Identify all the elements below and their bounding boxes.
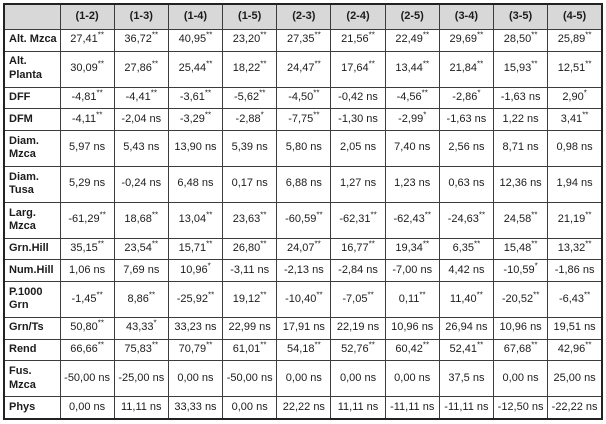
significance-asterisks: **: [533, 289, 540, 299]
value-cell: 24,58**: [494, 202, 548, 238]
significance-asterisks: **: [314, 30, 321, 40]
value-cell: -2,04 ns: [114, 109, 168, 131]
value-cell: 15,48**: [494, 238, 548, 260]
value-cell: 15,71**: [168, 238, 222, 260]
significance-asterisks: **: [585, 210, 592, 220]
value-cell: 12,51**: [548, 51, 602, 87]
value-cell: -50,00 ns: [223, 361, 277, 397]
value-cell: -1,63 ns: [494, 87, 548, 109]
value-cell: 30,09**: [60, 51, 114, 87]
value-cell: -4,50**: [277, 87, 331, 109]
column-header-3-4: (3-4): [439, 4, 493, 30]
value-cell: -7,75**: [277, 109, 331, 131]
value-cell: -4,41**: [114, 87, 168, 109]
value-cell: 26,94 ns: [439, 317, 493, 339]
value-cell: 7,69 ns: [114, 260, 168, 282]
table-row: [4, 397, 602, 419]
significance-asterisks: **: [316, 289, 323, 299]
value-cell: 37,5 ns: [439, 361, 493, 397]
pairwise-comparison-table: [3, 3, 603, 420]
significance-asterisks: **: [151, 59, 159, 69]
significance-asterisks: **: [206, 59, 213, 69]
row-label: DFM: [4, 109, 60, 131]
value-cell: 19,51 ns: [548, 317, 602, 339]
value-cell: 11,11 ns: [114, 397, 168, 419]
value-cell: 0,00 ns: [223, 397, 277, 419]
value-cell: 35,15**: [60, 238, 114, 260]
row-label: Grn.Hill: [4, 238, 60, 260]
significance-asterisks: **: [582, 110, 589, 119]
table-row: [4, 166, 602, 202]
value-cell: 10,96*: [168, 260, 222, 282]
significance-asterisks: **: [260, 289, 267, 299]
significance-asterisks: **: [419, 289, 426, 299]
value-cell: -5,62**: [223, 87, 277, 109]
significance-asterisks: **: [148, 289, 156, 299]
significance-asterisks: **: [368, 59, 375, 69]
significance-asterisks: **: [531, 239, 538, 249]
value-cell: 19,12**: [223, 282, 277, 318]
value-cell: 33,23 ns: [168, 317, 222, 339]
value-cell: -2,84 ns: [331, 260, 385, 282]
table-header: [4, 4, 602, 30]
table-row: [4, 238, 602, 260]
value-cell: 21,84**: [439, 51, 493, 87]
value-cell: 27,41**: [60, 30, 114, 52]
column-header-3-5: (3-5): [494, 4, 548, 30]
value-cell: -12,50 ns: [494, 397, 548, 419]
value-cell: 13,44**: [385, 51, 439, 87]
significance-asterisks: **: [204, 88, 212, 98]
significance-asterisks: **: [206, 210, 213, 220]
value-cell: 5,43 ns: [114, 130, 168, 166]
value-cell: -7,00 ns: [385, 260, 439, 282]
significance-asterisks: **: [97, 239, 104, 249]
value-cell: 16,77**: [331, 238, 385, 260]
value-cell: 42,96**: [548, 339, 602, 361]
value-cell: 0,00 ns: [494, 361, 548, 397]
column-header-1-3: (1-3): [114, 4, 168, 30]
value-cell: -11,11 ns: [439, 397, 493, 419]
value-cell: 17,64**: [331, 51, 385, 87]
significance-asterisks: *: [423, 110, 427, 119]
value-cell: -1,63 ns: [439, 109, 493, 131]
value-cell: 52,41**: [439, 339, 493, 361]
value-cell: -10,59*: [494, 260, 548, 282]
value-cell: 17,91 ns: [277, 317, 331, 339]
significance-asterisks: *: [153, 318, 157, 328]
value-cell: 6,48 ns: [168, 166, 222, 202]
significance-asterisks: **: [477, 30, 484, 40]
value-cell: 5,97 ns: [60, 130, 114, 166]
table-row: [4, 282, 602, 318]
significance-asterisks: **: [99, 210, 106, 220]
significance-asterisks: **: [476, 289, 483, 299]
column-header-2-5: (2-5): [385, 4, 439, 30]
significance-asterisks: **: [97, 30, 104, 40]
significance-asterisks: *: [477, 88, 481, 98]
value-cell: 0,11**: [385, 282, 439, 318]
significance-asterisks: **: [531, 210, 538, 220]
significance-asterisks: **: [96, 289, 103, 299]
value-cell: 21,56**: [331, 30, 385, 52]
value-cell: 2,56 ns: [439, 130, 493, 166]
column-header-1-4: (1-4): [168, 4, 222, 30]
significance-asterisks: **: [260, 239, 267, 249]
value-cell: 13,04**: [168, 202, 222, 238]
value-cell: 0,00 ns: [331, 361, 385, 397]
value-cell: 60,42**: [385, 339, 439, 361]
value-cell: -1,86 ns: [548, 260, 602, 282]
significance-asterisks: **: [584, 289, 591, 299]
significance-asterisks: **: [151, 30, 159, 40]
row-label: Fus. Mzca: [4, 361, 60, 397]
significance-asterisks: **: [260, 59, 267, 69]
value-cell: -4,56**: [385, 87, 439, 109]
table-body: [4, 30, 602, 420]
value-cell: 67,68**: [494, 339, 548, 361]
value-cell: -1,30 ns: [331, 109, 385, 131]
significance-asterisks: **: [207, 289, 215, 299]
significance-asterisks: **: [96, 110, 103, 119]
value-cell: 13,32**: [548, 238, 602, 260]
value-cell: -2,13 ns: [277, 260, 331, 282]
row-label: Phys: [4, 397, 60, 419]
significance-asterisks: **: [314, 340, 321, 350]
significance-asterisks: **: [422, 30, 430, 40]
value-cell: 24,07**: [277, 238, 331, 260]
significance-asterisks: **: [478, 210, 486, 220]
value-cell: 0,00 ns: [385, 361, 439, 397]
value-cell: 8,71 ns: [494, 130, 548, 166]
significance-asterisks: *: [207, 261, 211, 271]
value-cell: 3,41**: [548, 109, 602, 131]
significance-asterisks: **: [424, 210, 431, 220]
significance-asterisks: *: [534, 261, 538, 271]
significance-asterisks: **: [531, 59, 538, 69]
row-label: Num.Hill: [4, 260, 60, 282]
table-row: [4, 51, 602, 87]
table-row: [4, 260, 602, 282]
significance-asterisks: **: [96, 88, 103, 98]
significance-asterisks: **: [204, 110, 212, 119]
value-cell: 1,27 ns: [331, 166, 385, 202]
value-cell: -2,99*: [385, 109, 439, 131]
significance-asterisks: **: [367, 289, 374, 299]
row-label: Alt. Mzca: [4, 30, 60, 52]
significance-asterisks: **: [97, 59, 104, 69]
value-cell: 36,72**: [114, 30, 168, 52]
table-row: [4, 202, 602, 238]
value-cell: -3,61**: [168, 87, 222, 109]
value-cell: 23,20**: [223, 30, 277, 52]
value-cell: 0,00 ns: [60, 397, 114, 419]
value-cell: 22,99 ns: [223, 317, 277, 339]
value-cell: -6,43**: [548, 282, 602, 318]
significance-asterisks: **: [206, 30, 213, 40]
value-cell: 18,68**: [114, 202, 168, 238]
significance-asterisks: **: [477, 340, 484, 350]
value-cell: 43,33*: [114, 317, 168, 339]
significance-asterisks: **: [422, 239, 430, 249]
significance-asterisks: **: [421, 88, 428, 98]
value-cell: -62,31**: [331, 202, 385, 238]
value-cell: -1,45**: [60, 282, 114, 318]
significance-asterisks: **: [316, 210, 323, 220]
value-cell: -4,11**: [60, 109, 114, 131]
significance-asterisks: **: [260, 210, 267, 220]
row-label: Grn/Ts: [4, 317, 60, 339]
value-cell: 22,19 ns: [331, 317, 385, 339]
value-cell: 7,40 ns: [385, 130, 439, 166]
value-cell: 26,80**: [223, 238, 277, 260]
table-row: [4, 130, 602, 166]
value-cell: -61,29**: [60, 202, 114, 238]
value-cell: 0,17 ns: [223, 166, 277, 202]
value-cell: -4,81**: [60, 87, 114, 109]
row-label: Diam. Tusa: [4, 166, 60, 202]
value-cell: 0,63 ns: [439, 166, 493, 202]
value-cell: 70,79**: [168, 339, 222, 361]
value-cell: 10,96 ns: [385, 317, 439, 339]
significance-asterisks: **: [368, 30, 375, 40]
column-header-2-4: (2-4): [331, 4, 385, 30]
value-cell: 5,80 ns: [277, 130, 331, 166]
significance-asterisks: **: [97, 318, 104, 328]
significance-asterisks: **: [259, 88, 266, 98]
value-cell: 11,40**: [439, 282, 493, 318]
column-header-2-3: (2-3): [277, 4, 331, 30]
value-cell: -62,43**: [385, 202, 439, 238]
value-cell: -0,24 ns: [114, 166, 168, 202]
column-header-1-2: (1-2): [60, 4, 114, 30]
significance-asterisks: **: [477, 59, 484, 69]
column-header-1-5: (1-5): [223, 4, 277, 30]
value-cell: 1,06 ns: [60, 260, 114, 282]
significance-asterisks: **: [313, 88, 320, 98]
row-label: P.1000 Grn: [4, 282, 60, 318]
value-cell: -11,11 ns: [385, 397, 439, 419]
significance-asterisks: **: [313, 110, 320, 119]
value-cell: -7,05**: [331, 282, 385, 318]
significance-asterisks: **: [314, 59, 321, 69]
value-cell: -25,92**: [168, 282, 222, 318]
value-cell: 6,88 ns: [277, 166, 331, 202]
significance-asterisks: **: [260, 30, 267, 40]
significance-asterisks: *: [583, 88, 587, 98]
value-cell: -22,22 ns: [548, 397, 602, 419]
significance-asterisks: **: [422, 340, 430, 350]
significance-asterisks: **: [585, 340, 592, 350]
value-cell: 24,47**: [277, 51, 331, 87]
value-cell: -24,63**: [439, 202, 493, 238]
value-cell: 11,11 ns: [331, 397, 385, 419]
value-cell: 27,35**: [277, 30, 331, 52]
significance-asterisks: **: [314, 239, 321, 249]
header-row: [4, 4, 602, 30]
significance-asterisks: **: [531, 30, 538, 40]
row-label: Alt. Planta: [4, 51, 60, 87]
value-cell: -20,52**: [494, 282, 548, 318]
column-header-4-5: (4-5): [548, 4, 602, 30]
significance-asterisks: **: [97, 340, 104, 350]
value-cell: 22,49**: [385, 30, 439, 52]
value-cell: 8,86**: [114, 282, 168, 318]
value-cell: -0,42 ns: [331, 87, 385, 109]
value-cell: 2,05 ns: [331, 130, 385, 166]
significance-asterisks: **: [206, 239, 213, 249]
significance-asterisks: **: [474, 239, 481, 249]
table-row: [4, 30, 602, 52]
significance-asterisks: **: [531, 340, 538, 350]
value-cell: 2,90*: [548, 87, 602, 109]
value-cell: 21,19**: [548, 202, 602, 238]
value-cell: 10,96 ns: [494, 317, 548, 339]
value-cell: 1,23 ns: [385, 166, 439, 202]
value-cell: 23,63**: [223, 202, 277, 238]
value-cell: 50,80**: [60, 317, 114, 339]
value-cell: -3,11 ns: [223, 260, 277, 282]
row-label: Diam. Mzca: [4, 130, 60, 166]
value-cell: -10,40**: [277, 282, 331, 318]
value-cell: 25,89**: [548, 30, 602, 52]
significance-asterisks: **: [585, 239, 592, 249]
row-label: DFF: [4, 87, 60, 109]
significance-asterisks: **: [370, 210, 377, 220]
table-row: [4, 361, 602, 397]
value-cell: 13,90 ns: [168, 130, 222, 166]
value-cell: 0,00 ns: [168, 361, 222, 397]
value-cell: -3,29**: [168, 109, 222, 131]
value-cell: 66,66**: [60, 339, 114, 361]
significance-asterisks: **: [422, 59, 430, 69]
value-cell: 33,33 ns: [168, 397, 222, 419]
value-cell: -25,00 ns: [114, 361, 168, 397]
value-cell: -2,86*: [439, 87, 493, 109]
significance-asterisks: **: [150, 88, 157, 98]
value-cell: 1,94 ns: [548, 166, 602, 202]
significance-asterisks: **: [151, 239, 159, 249]
significance-asterisks: **: [260, 340, 267, 350]
value-cell: 19,34**: [385, 238, 439, 260]
value-cell: 52,76**: [331, 339, 385, 361]
value-cell: 6,35**: [439, 238, 493, 260]
significance-asterisks: **: [585, 59, 592, 69]
significance-asterisks: **: [151, 210, 159, 220]
significance-asterisks: *: [260, 110, 264, 119]
value-cell: 28,50**: [494, 30, 548, 52]
value-cell: 4,42 ns: [439, 260, 493, 282]
value-cell: 15,93**: [494, 51, 548, 87]
value-cell: 5,29 ns: [60, 166, 114, 202]
value-cell: 75,83**: [114, 339, 168, 361]
table-row: [4, 317, 602, 339]
row-label: Larg. Mzca: [4, 202, 60, 238]
table-row: [4, 339, 602, 361]
table-row: [4, 87, 602, 109]
significance-asterisks: **: [585, 30, 592, 40]
value-cell: 61,01**: [223, 339, 277, 361]
significance-asterisks: **: [368, 340, 375, 350]
value-cell: -2,88*: [223, 109, 277, 131]
value-cell: -50,00 ns: [60, 361, 114, 397]
value-cell: 5,39 ns: [223, 130, 277, 166]
significance-asterisks: **: [368, 239, 375, 249]
value-cell: 22,22 ns: [277, 397, 331, 419]
value-cell: 0,00 ns: [277, 361, 331, 397]
value-cell: 29,69**: [439, 30, 493, 52]
value-cell: 25,00 ns: [548, 361, 602, 397]
significance-asterisks: **: [151, 340, 159, 350]
value-cell: 40,95**: [168, 30, 222, 52]
value-cell: 27,86**: [114, 51, 168, 87]
row-label: Rend: [4, 339, 60, 361]
value-cell: 25,44**: [168, 51, 222, 87]
value-cell: 1,22 ns: [494, 109, 548, 131]
value-cell: 12,36 ns: [494, 166, 548, 202]
value-cell: 0,98 ns: [548, 130, 602, 166]
corner-cell: [4, 4, 60, 30]
significance-asterisks: **: [206, 340, 213, 350]
value-cell: 54,18**: [277, 339, 331, 361]
value-cell: 18,22**: [223, 51, 277, 87]
value-cell: 23,54**: [114, 238, 168, 260]
table-row: [4, 109, 602, 131]
value-cell: -60,59**: [277, 202, 331, 238]
